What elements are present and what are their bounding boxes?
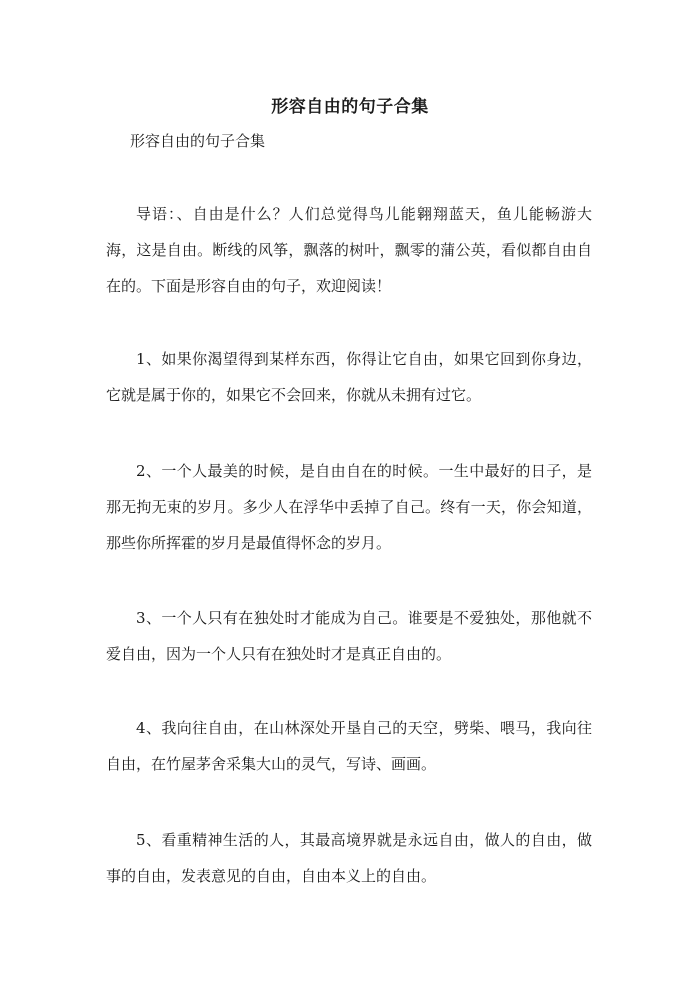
item-paragraph-3: 3、一个人只有在独处时才能成为自己。谁要是不爱独处，那他就不爱自由，因为一个人只有在独处时才是真正自由的。 xyxy=(106,609,592,663)
item-paragraph-1: 1、如果你渴望得到某样东西，你得让它自由，如果它回到你身边，它就是属于你的，如果它不会回来，你就从未拥有过它。 xyxy=(106,350,592,404)
item-paragraph-4: 4、我向往自由，在山林深处开垦自己的天空，劈柴、喂马，我向往自由，在竹屋茅舍采集大山的灵气，写诗、画画。 xyxy=(106,719,592,773)
document-subtitle: 形容自由的句子合集 xyxy=(130,132,266,150)
item-paragraph-5: 5、看重精神生活的人，其最高境界就是永远自由，做人的自由，做事的自由，发表意见的自由，自由本义上的自由。 xyxy=(106,831,592,885)
document-title: 形容自由的句子合集 xyxy=(271,97,429,117)
intro-paragraph: 导语：、自由是什么？人们总觉得鸟儿能翱翔蓝天，鱼儿能畅游大海，这是自由。断线的风筝，飘落的树叶，飘零的蒲公英，看似都自由自在的。下面是形容自由的句子，欢迎阅读！ xyxy=(106,205,592,295)
item-paragraph-2: 2、一个人最美的时候，是自由自在的时候。一生中最好的日子，是那无拘无束的岁月。多少人在浮华中丢掉了自己。终有一天，你会知道，那些你所挥霍的岁月是最值得怀念的岁月。 xyxy=(106,462,592,552)
